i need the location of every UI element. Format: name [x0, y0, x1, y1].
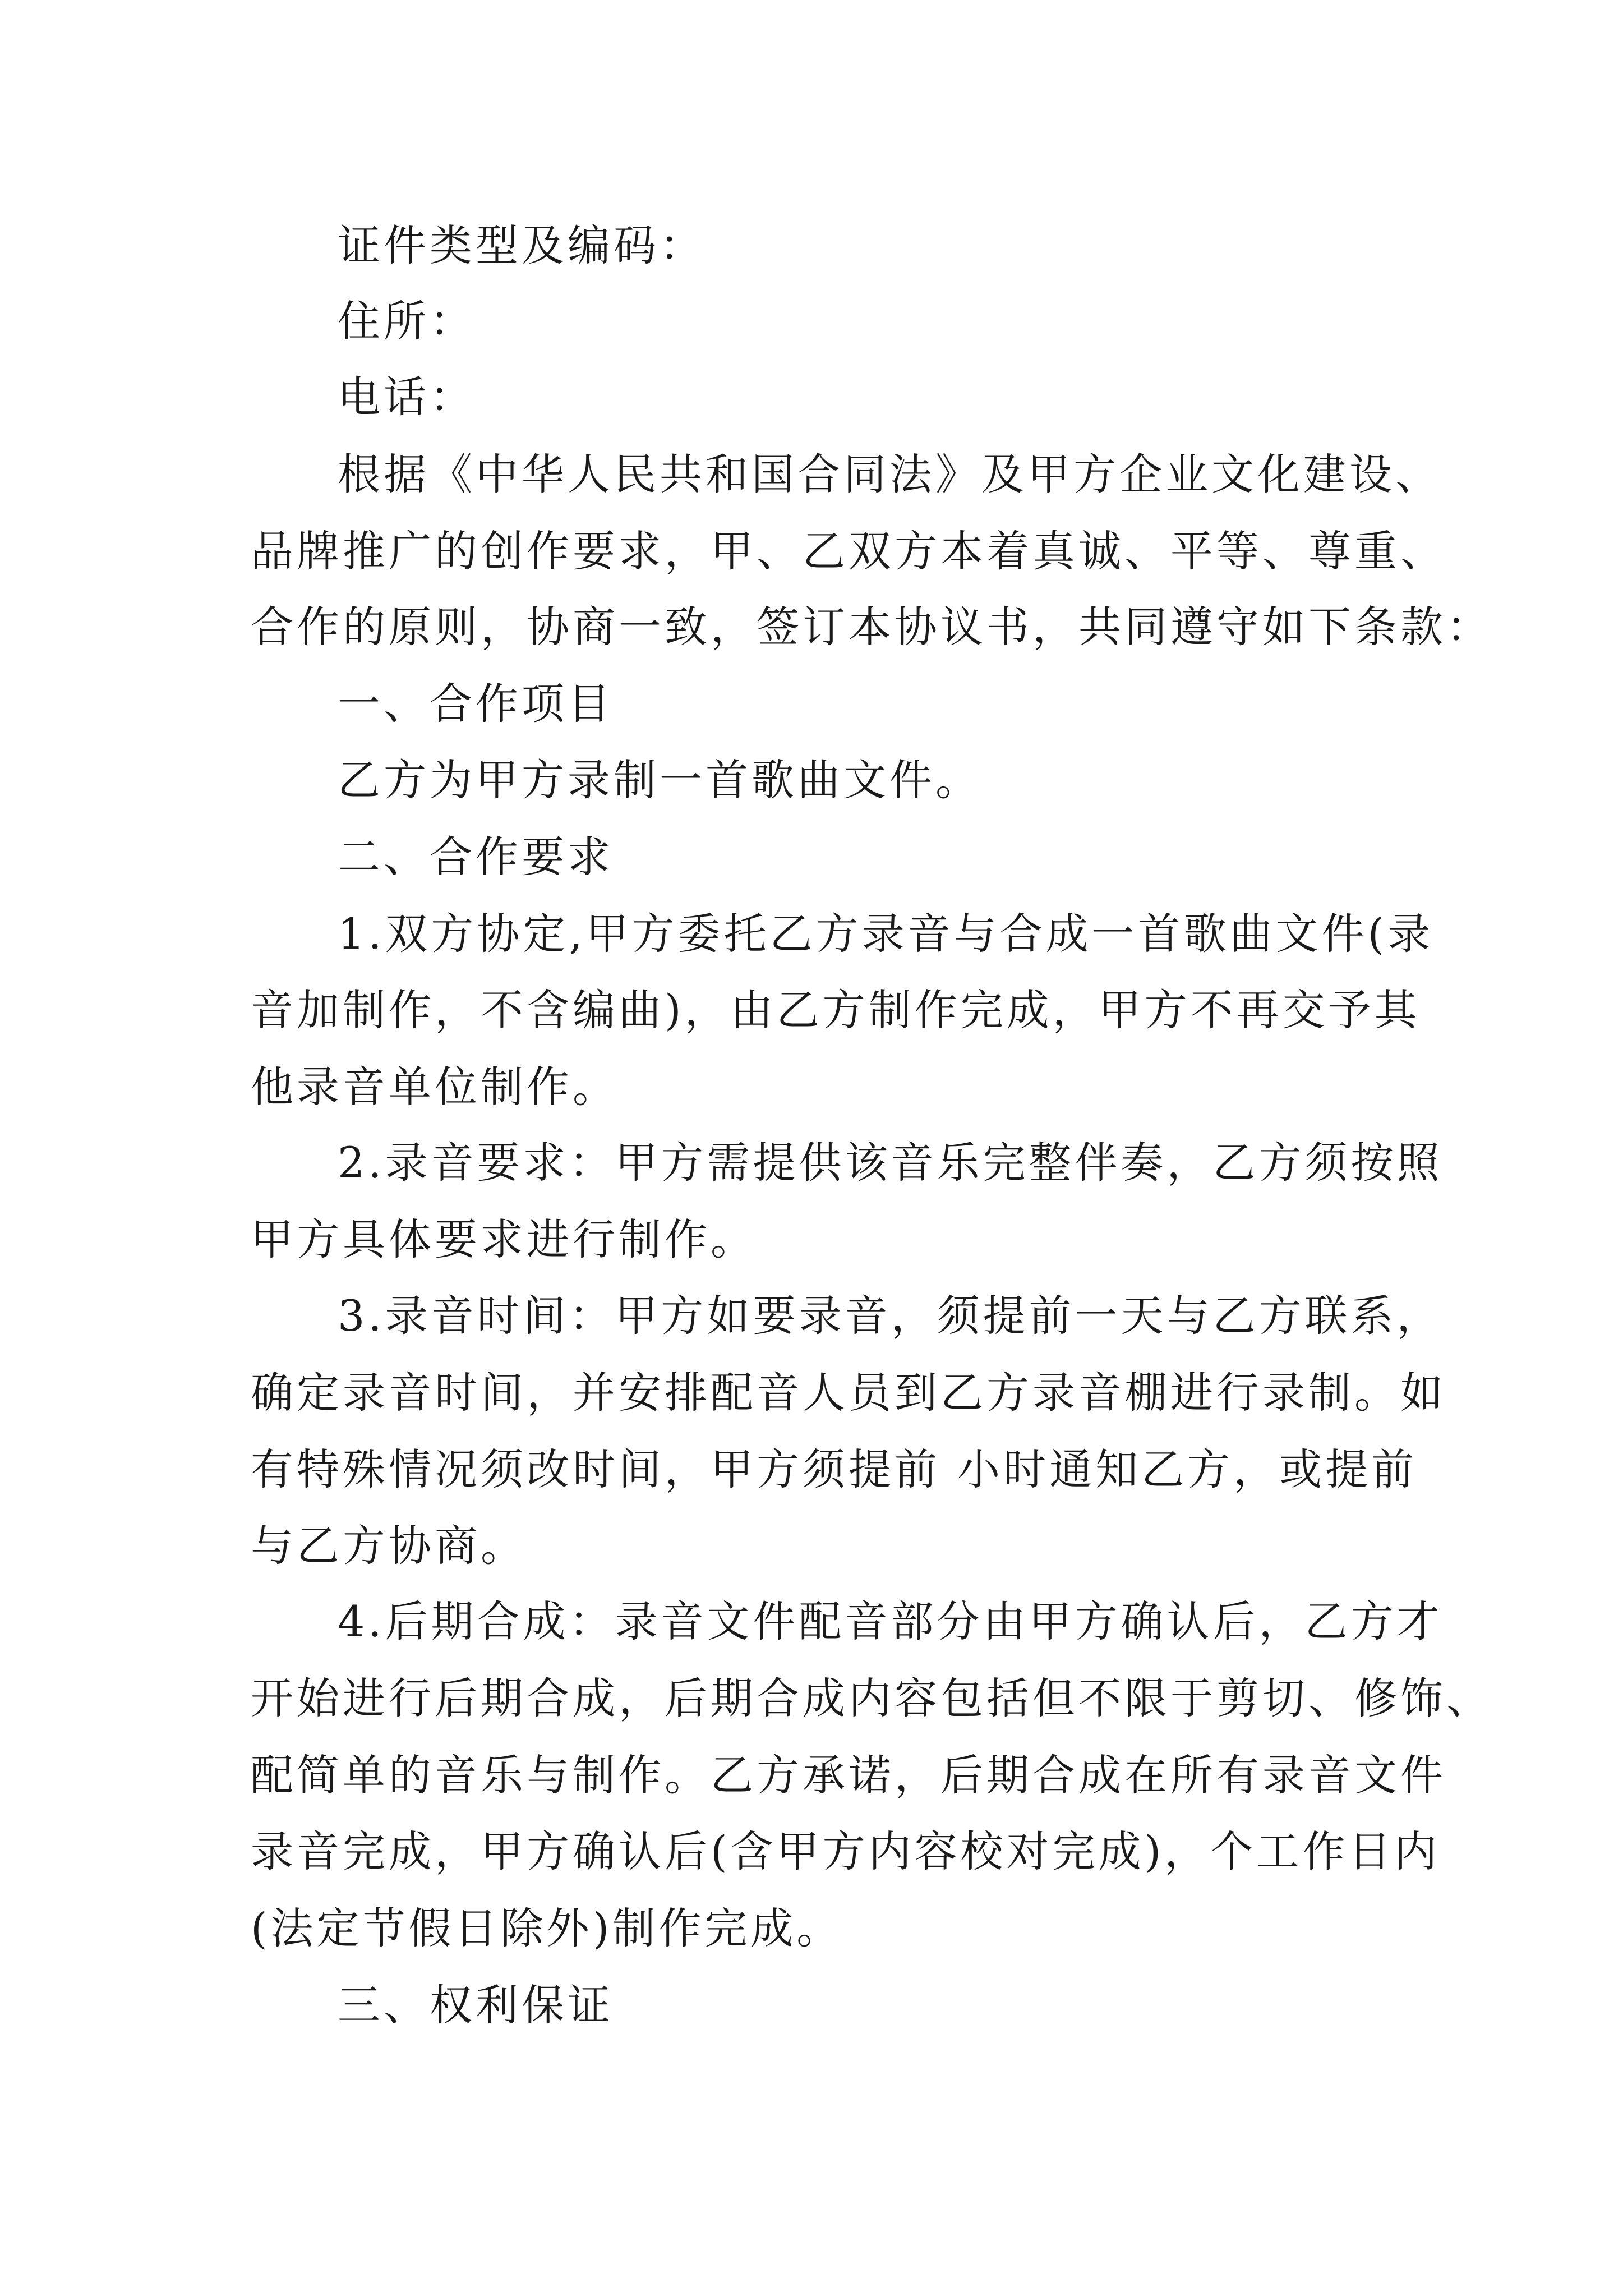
section-heading-3: 三、权利保证 [338, 1980, 614, 2030]
preamble-line-2: 品牌推广的创作要求，甲、乙双方本着真诚、平等、尊重、 [251, 526, 1446, 576]
clause-4-line-4: 录音完成，甲方确认后(含甲方内容校对完成)，个工作日内 [251, 1826, 1441, 1876]
section-heading-1: 一、合作项目 [338, 679, 614, 729]
section-1-body: 乙方为甲方录制一首歌曲文件。 [338, 755, 981, 805]
id-type-label: 证件类型及编码： [338, 220, 706, 270]
clause-3-line-2: 确定录音时间，并安排配音人员到乙方录音棚进行录制。如 [251, 1368, 1446, 1418]
clause-4-line-5: (法定节假日除外)制作完成。 [251, 1903, 843, 1953]
clause-3-line-4: 与乙方协商。 [251, 1521, 527, 1571]
preamble-line-1: 根据《中华人民共和国合同法》及甲方企业文化建设、 [338, 449, 1441, 499]
preamble-line-3: 合作的原则，协商一致，签订本协议书，共同遵守如下条款： [251, 602, 1492, 652]
clause-2-line-2: 甲方具体要求进行制作。 [251, 1214, 757, 1264]
clause-2-line-1: 2.录音要求：甲方需提供该音乐完整伴奏，乙方须按照 [338, 1138, 1443, 1188]
clause-4-line-2: 开始进行后期合成，后期合成内容包括但不限于剪切、修饰、 [251, 1673, 1492, 1723]
clause-4-line-3: 配简单的音乐与制作。乙方承诺，后期合成在所有录音文件 [251, 1750, 1446, 1800]
phone-label: 电话： [338, 372, 476, 422]
clause-1-line-1: 1.双方协定,甲方委托乙方录音与合成一首歌曲文件(录 [338, 909, 1434, 959]
clause-1-line-2: 音加制作，不含编曲)，由乙方制作完成，甲方不再交予其 [251, 985, 1421, 1035]
address-label: 住所： [338, 296, 476, 346]
clause-4-line-1: 4.后期合成：录音文件配音部分由甲方确认后，乙方才 [338, 1596, 1443, 1646]
clause-3-line-3: 有特殊情况须改时间，甲方须提前 小时通知乙方，或提前 [251, 1444, 1418, 1494]
clause-1-line-3: 他录音单位制作。 [251, 1062, 619, 1112]
clause-3-line-1: 3.录音时间：甲方如要录音，须提前一天与乙方联系， [338, 1291, 1443, 1341]
section-heading-2: 二、合作要求 [338, 832, 614, 882]
